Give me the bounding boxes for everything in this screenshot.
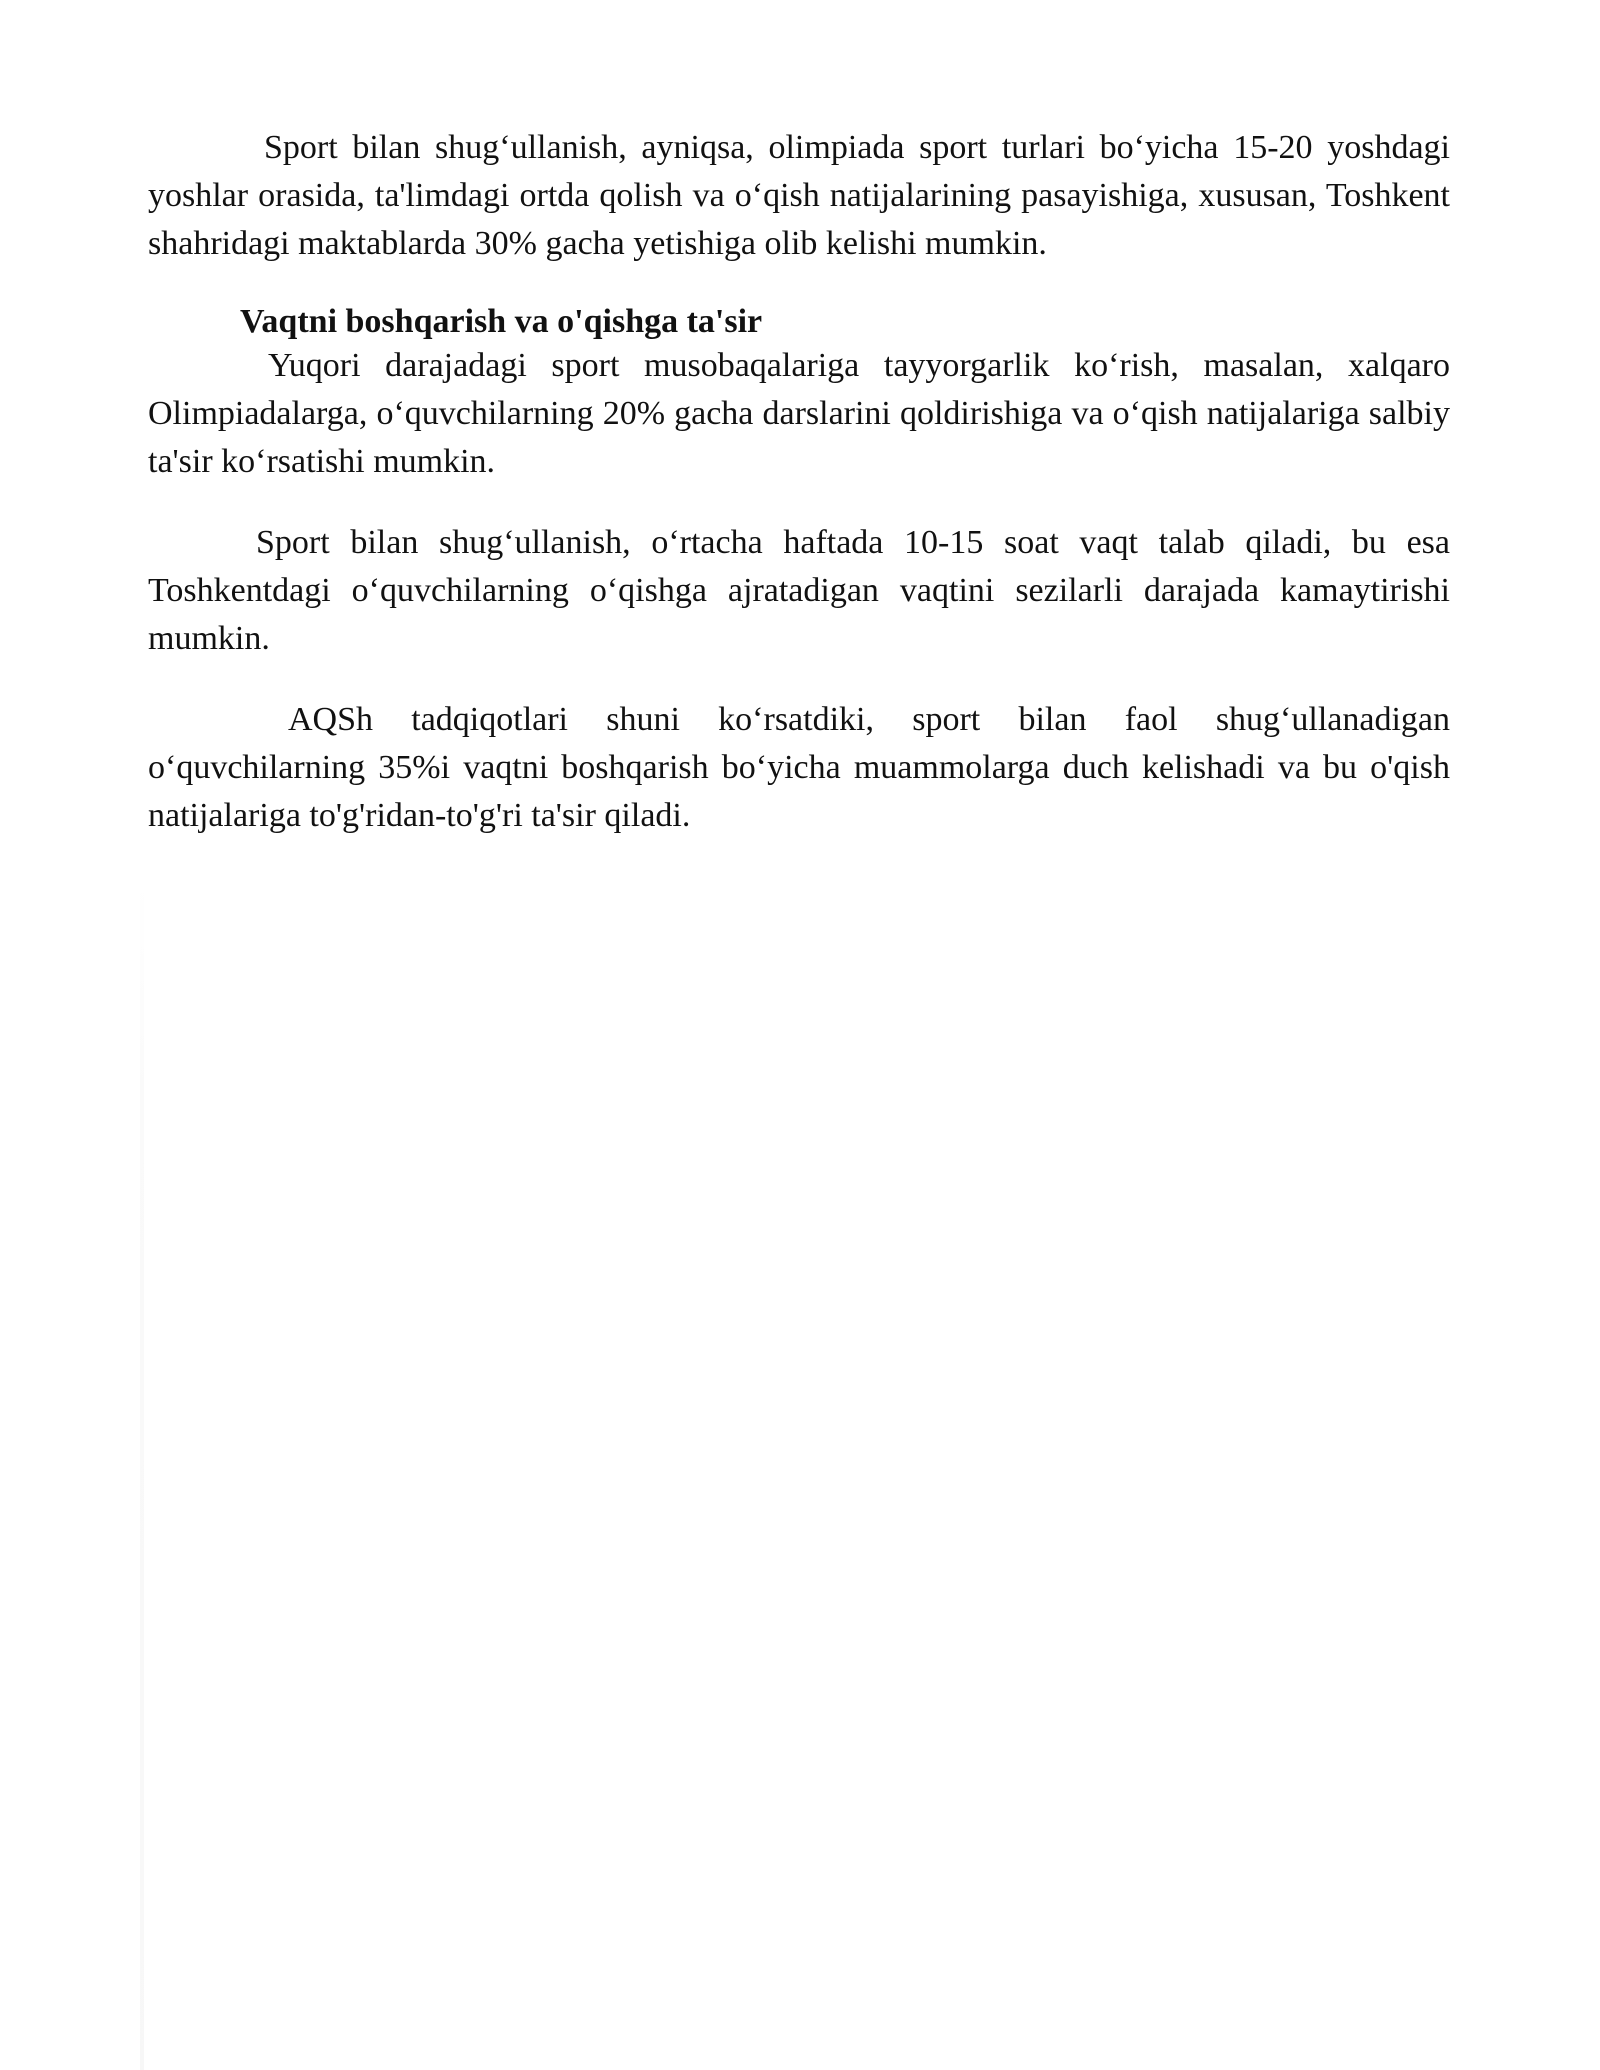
spacer [148, 268, 1450, 302]
spacer [148, 663, 1450, 696]
spacer [148, 486, 1450, 519]
paragraph-weekly-hours: Sport bilan shug‘ullanish, o‘rtacha haftada 10-15 soat vaqt talab qiladi, bu esa Toshkentdagi o‘quvchilarning o‘qishga ajratadigan vaqtini sezilarli darajada kamaytirishi mumkin. [148, 524, 1450, 657]
paragraph-usa-research: AQSh tadqiqotlari shuni ko‘rsatdiki, sport bilan faol shug‘ullanadigan o‘quvchilarning 35%i vaqtni boshqarish bo‘yicha muammolarga duch kelishadi va bu o'qish natijalariga to'g'ridan-to'g'ri ta'sir qiladi. [148, 701, 1450, 834]
page-shadow-edge [140, 880, 144, 2070]
paragraph-competition-prep: Yuqori darajadagi sport musobaqalariga tayyorgarlik ko‘rish, masalan, xalqaro Olimpiadalarga, o‘quvchilarning 20% gacha darslarini qoldirishiga va o‘qish natijalariga salbiy ta'sir ko‘rsatishi mumkin. [148, 347, 1450, 480]
document-body [148, 124, 1450, 840]
paragraph-sport-impact: Sport bilan shug‘ullanish, ayniqsa, olimpiada sport turlari bo‘yicha 15-20 yoshdagi yoshlar orasida, ta'limdagi ortda qolish va o‘qish natijalarining pasayishiga, xususan, Toshkent shahridagi maktablarda 30% gacha yetishiga olib kelishi mumkin. [148, 129, 1450, 262]
section-heading: Vaqtni boshqarish va o'qishga ta'sir [240, 303, 763, 340]
